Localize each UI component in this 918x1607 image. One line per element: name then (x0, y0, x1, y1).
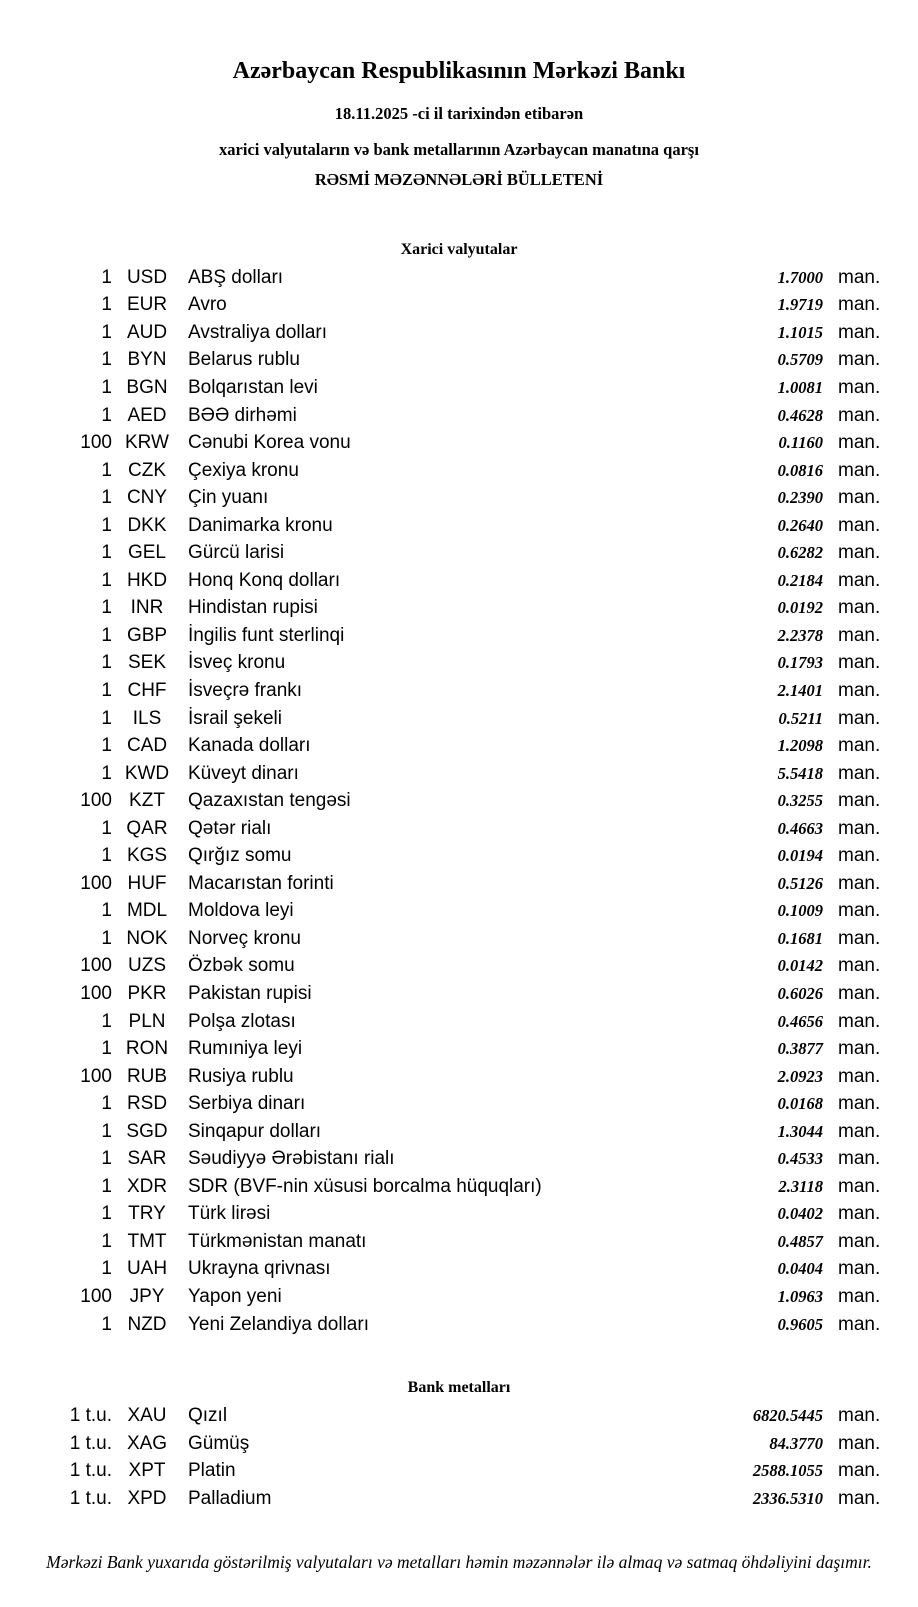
currency-code: XAG (126, 1432, 168, 1454)
unit-label: man. (838, 1148, 881, 1170)
currency-row (0, 953, 918, 981)
currency-row (0, 595, 918, 623)
metals-section-heading: Bank metalları (407, 1379, 511, 1397)
quantity-cell: 1 (101, 1313, 112, 1335)
rate-value: 0.0168 (777, 1094, 823, 1114)
rate-value: 0.5211 (778, 708, 823, 728)
currency-name: Gümüş (188, 1432, 250, 1454)
currency-code: HUF (127, 872, 167, 894)
currency-row (0, 402, 918, 430)
currency-code: XPD (127, 1487, 167, 1509)
rate-value: 0.9605 (777, 1314, 823, 1334)
rate-value: 1.7000 (777, 267, 823, 287)
quantity-cell: 1 (101, 597, 112, 619)
quantity-cell: 1 (101, 1230, 112, 1252)
currency-name: Avstraliya dolları (188, 321, 328, 343)
currency-name: Norveç kronu (188, 927, 301, 949)
rate-value: 0.2390 (777, 488, 823, 508)
rate-value: 0.5709 (777, 350, 823, 370)
quantity-cell: 1 (101, 1258, 112, 1280)
rate-value: 0.1009 (777, 901, 823, 921)
currency-row (0, 292, 918, 320)
rate-value: 2588.1055 (752, 1461, 823, 1481)
currency-name: Honq Konq dolları (188, 569, 341, 591)
rate-value: 0.3255 (777, 791, 823, 811)
rate-value: 0.1160 (778, 433, 823, 453)
rate-value: 1.0081 (777, 377, 823, 397)
unit-label: man. (838, 1460, 881, 1482)
currency-code: UAH (126, 1258, 168, 1280)
currency-row (0, 760, 918, 788)
rate-value: 0.0192 (777, 598, 823, 618)
currency-row (0, 815, 918, 843)
currency-name: Yeni Zelandiya dolları (188, 1313, 369, 1335)
currency-row (0, 457, 918, 485)
currency-code: AUD (126, 321, 168, 343)
currency-row (0, 1311, 918, 1339)
currency-code: QAR (126, 817, 168, 839)
quantity-cell: 1 (101, 817, 112, 839)
currency-name: Danimarka kronu (188, 514, 333, 536)
rate-value: 0.4663 (777, 818, 823, 838)
currency-name: İsrail şekeli (188, 707, 282, 729)
currency-code: TRY (128, 1203, 166, 1225)
currency-name: Qətər rialı (188, 817, 272, 839)
currency-name: Sinqapur dolları (188, 1120, 322, 1142)
unit-label: man. (838, 376, 881, 398)
rate-value: 0.3877 (777, 1039, 823, 1059)
currency-row (0, 622, 918, 650)
unit-label: man. (838, 872, 881, 894)
quantity-cell: 1 (101, 1038, 112, 1060)
currencies-section-heading: Xarici valyutalar (400, 241, 518, 258)
quantity-cell: 1 (101, 376, 112, 398)
currency-row (0, 898, 918, 926)
currency-name: Çexiya kronu (188, 459, 299, 481)
unit-label: man. (838, 266, 881, 288)
currency-code: USD (126, 266, 168, 288)
quantity-cell: 1 (101, 294, 112, 316)
rate-value: 2.1401 (777, 680, 823, 700)
currency-row (0, 925, 918, 953)
currency-code: UZS (128, 955, 166, 977)
quantity-cell: 1 (101, 707, 112, 729)
currency-name: Ukrayna qrivnası (188, 1258, 331, 1280)
currency-name: Rusiya rublu (188, 1065, 294, 1087)
rate-value: 0.5126 (777, 873, 823, 893)
unit-label: man. (838, 1286, 881, 1307)
unit-label: man. (838, 1487, 881, 1509)
currency-code: NOK (126, 927, 168, 949)
currency-code: EUR (126, 294, 168, 316)
quantity-cell: 1 (101, 542, 112, 564)
currency-name: Çin yuanı (188, 487, 269, 509)
rate-value: 0.0402 (777, 1204, 823, 1224)
unit-label: man. (838, 735, 881, 757)
quantity-cell: 1 (101, 459, 112, 481)
currency-name: İsveçrə frankı (188, 679, 303, 701)
rate-value: 0.4628 (777, 405, 823, 425)
currency-name: Palladium (188, 1487, 272, 1509)
unit-label: man. (838, 1038, 881, 1060)
currency-code: TMT (127, 1230, 167, 1252)
rate-value: 0.0816 (777, 460, 823, 480)
rate-value: 0.1681 (777, 928, 823, 948)
currency-row (0, 374, 918, 402)
quantity-cell: 1 (101, 845, 112, 867)
bulletin-title: RƏSMİ MƏZƏNNƏLƏRİ BÜLLETENİ (314, 170, 604, 189)
rate-value: 1.1015 (777, 322, 823, 342)
currency-name: Platin (188, 1460, 236, 1482)
currency-code: XDR (126, 1175, 168, 1197)
metal-row (0, 1402, 918, 1430)
rate-value: 2.0923 (777, 1066, 823, 1086)
currency-name: ABŞ dolları (188, 266, 284, 288)
rate-value: 1.3044 (777, 1121, 823, 1141)
quantity-cell: 1 (101, 1010, 112, 1032)
unit-label: man. (838, 432, 881, 454)
currency-code: XAU (127, 1405, 167, 1427)
unit-label: man. (838, 514, 881, 536)
rate-value: 1.9719 (777, 295, 823, 315)
currencies-table (0, 264, 918, 1338)
unit-label: man. (838, 1313, 881, 1335)
currency-code: SAR (127, 1148, 167, 1170)
unit-label: man. (838, 569, 881, 591)
currency-code: INR (130, 597, 164, 619)
unit-label: man. (838, 1065, 881, 1087)
currency-code: PLN (128, 1010, 166, 1032)
currency-name: Özbək somu (188, 955, 295, 977)
quantity-cell: 1 (101, 624, 112, 646)
unit-label: man. (838, 1230, 881, 1252)
quantity-cell: 1 (101, 1148, 112, 1170)
unit-label: man. (838, 1405, 881, 1427)
quantity-cell: 1 (101, 927, 112, 949)
currency-code: HKD (126, 569, 168, 591)
currency-row (0, 1256, 918, 1284)
unit-label: man. (838, 1120, 881, 1142)
currency-code: SGD (126, 1120, 168, 1142)
currency-row (0, 567, 918, 595)
currency-row (0, 347, 918, 375)
currency-code: SEK (127, 652, 167, 674)
currency-name: Qızıl (188, 1405, 228, 1427)
currency-name: Küveyt dinarı (188, 762, 299, 784)
currency-code: DKK (127, 514, 167, 536)
currency-row (0, 732, 918, 760)
currency-code: NZD (127, 1313, 167, 1335)
currency-code: GBP (126, 624, 168, 646)
quantity-cell: 1 (101, 762, 112, 784)
currency-name: İngilis funt sterlinqi (188, 624, 345, 646)
currency-row (0, 1283, 918, 1311)
unit-label: man. (838, 762, 881, 784)
unit-label: man. (838, 927, 881, 949)
unit-label: man. (838, 597, 881, 619)
rate-value: 2.2378 (777, 625, 823, 645)
currency-code: ILS (132, 707, 162, 729)
metal-row (0, 1457, 918, 1485)
currency-code: KGS (126, 845, 168, 867)
currency-code: RSD (126, 1093, 168, 1115)
rate-value: 1.2098 (777, 736, 823, 756)
quantity-cell: 100 (80, 982, 112, 1004)
currency-code: CHF (127, 679, 167, 701)
unit-label: man. (838, 790, 881, 812)
quantity-cell: 100 (80, 872, 112, 894)
currency-row (0, 319, 918, 347)
currency-row (0, 705, 918, 733)
currency-name: İsveç kronu (188, 652, 286, 674)
currency-name: Belarus rublu (188, 349, 300, 371)
metals-table (0, 1402, 918, 1512)
currency-name: Qırğız somu (188, 845, 292, 867)
rate-value: 0.1793 (777, 653, 823, 673)
rate-value: 0.0194 (777, 846, 823, 866)
unit-label: man. (838, 542, 881, 564)
rate-value: 0.2640 (777, 515, 823, 535)
unit-label: man. (838, 294, 881, 316)
currency-code: CNY (126, 487, 168, 509)
quantity-cell: 1 (101, 1093, 112, 1115)
currency-row (0, 1173, 918, 1201)
quantity-cell: 1 t.u. (69, 1432, 112, 1454)
currency-name: Pakistan rupisi (188, 982, 312, 1004)
currency-code: CAD (126, 735, 168, 757)
metal-row (0, 1485, 918, 1513)
quantity-cell: 1 (101, 321, 112, 343)
currency-name: Qazaxıstan tengəsi (188, 790, 351, 812)
quantity-cell: 1 (101, 487, 112, 509)
quantity-cell: 1 (101, 679, 112, 701)
currency-name: Polşa zlotası (188, 1010, 296, 1032)
currency-code: PKR (127, 982, 167, 1004)
currency-row (0, 1201, 918, 1229)
rate-value: 2336.5310 (752, 1488, 823, 1508)
unit-label: man. (838, 404, 881, 426)
unit-label: man. (838, 900, 881, 922)
unit-label: man. (838, 1258, 881, 1280)
quantity-cell: 100 (80, 1065, 112, 1087)
currency-name: Avro (188, 294, 227, 316)
quantity-cell: 100 (80, 955, 112, 977)
currency-name: Yapon yeni (188, 1286, 282, 1307)
currency-name: Hindistan rupisi (188, 597, 318, 619)
quantity-cell: 1 (101, 349, 112, 371)
currency-row (0, 980, 918, 1008)
currency-name: Səudiyyə Ərəbistanı rialı (188, 1148, 395, 1170)
currency-name: Bolqarıstan levi (188, 376, 318, 398)
currency-name: SDR (BVF-nin xüsusi borcalma hüquqları) (188, 1175, 542, 1197)
quantity-cell: 1 (101, 1175, 112, 1197)
unit-label: man. (838, 679, 881, 701)
currency-code: KWD (124, 762, 170, 784)
currency-name: Rumıniya leyi (188, 1038, 303, 1060)
quantity-cell: 1 t.u. (69, 1405, 112, 1427)
currency-name: Gürcü larisi (188, 542, 285, 564)
currency-name: Moldova leyi (188, 900, 294, 922)
currency-row (0, 539, 918, 567)
currency-code: RON (125, 1038, 169, 1060)
quantity-cell: 1 (101, 900, 112, 922)
unit-label: man. (838, 487, 881, 509)
currency-code: JPY (129, 1286, 165, 1307)
currency-name: Macarıstan forinti (188, 872, 334, 894)
quantity-cell: 1 (101, 569, 112, 591)
unit-label: man. (838, 1010, 881, 1032)
unit-label: man. (838, 707, 881, 729)
unit-label: man. (838, 1432, 881, 1454)
rate-value: 2.3118 (778, 1176, 823, 1196)
unit-label: man. (838, 1203, 881, 1225)
currency-name: Cənubi Korea vonu (188, 432, 351, 454)
bulletin-header (0, 0, 918, 190)
disclaimer-text: Mərkəzi Bank yuxarıda göstərilmiş valyutaları və metalları həmin məzənnələr ilə almaq və satmaq öhdəliyini daşımır. (46, 1551, 872, 1572)
currency-row (0, 1035, 918, 1063)
currency-code: RUB (126, 1065, 168, 1087)
currency-row (0, 1228, 918, 1256)
unit-label: man. (838, 624, 881, 646)
unit-label: man. (838, 982, 881, 1004)
currency-row (0, 677, 918, 705)
currency-row (0, 870, 918, 898)
unit-label: man. (838, 1093, 881, 1115)
currency-code: AED (127, 404, 167, 426)
currency-name: Serbiya dinarı (188, 1093, 306, 1115)
currency-code: BGN (126, 376, 168, 398)
unit-label: man. (838, 955, 881, 977)
currency-code: KZT (129, 790, 165, 812)
currency-row (0, 1008, 918, 1036)
quantity-cell: 1 (101, 1203, 112, 1225)
rate-value: 0.4656 (777, 1011, 823, 1031)
currency-row (0, 484, 918, 512)
unit-label: man. (838, 459, 881, 481)
metal-row (0, 1430, 918, 1458)
effective-date: 18.11.2025 -ci il tarixindən etibarən (334, 104, 584, 123)
unit-label: man. (838, 349, 881, 371)
currency-row (0, 264, 918, 292)
rate-value: 0.4857 (777, 1231, 823, 1251)
unit-label: man. (838, 845, 881, 867)
currency-row (0, 429, 918, 457)
unit-label: man. (838, 1175, 881, 1197)
currency-name: Kanada dolları (188, 735, 311, 757)
currency-row (0, 1146, 918, 1174)
quantity-cell: 1 (101, 266, 112, 288)
currency-name: BƏƏ dirhəmi (188, 404, 297, 426)
rate-value: 0.6282 (777, 543, 823, 563)
quantity-cell: 1 (101, 1120, 112, 1142)
quantity-cell: 1 (101, 652, 112, 674)
currency-row (0, 512, 918, 540)
currency-code: CZK (128, 459, 166, 481)
rate-value: 84.3770 (769, 1433, 823, 1453)
rate-value: 0.4533 (777, 1149, 823, 1169)
unit-label: man. (838, 321, 881, 343)
currency-code: KRW (125, 432, 169, 454)
currency-code: BYN (127, 349, 167, 371)
rate-value: 0.2184 (777, 570, 823, 590)
currency-code: MDL (126, 900, 168, 922)
currency-row (0, 1090, 918, 1118)
rate-value: 0.6026 (777, 983, 823, 1003)
bulletin-subtitle: xarici valyutaların və bank metallarının Azərbaycan manatına qarşı (219, 140, 699, 159)
bank-title: Azərbaycan Respublikasının Mərkəzi Bankı (232, 58, 686, 84)
currency-row (0, 1118, 918, 1146)
currency-row (0, 787, 918, 815)
quantity-cell: 100 (80, 1286, 112, 1307)
rate-value: 5.5418 (777, 763, 823, 783)
rate-value: 1.0963 (777, 1287, 823, 1306)
currency-name: Türk lirəsi (188, 1203, 271, 1225)
quantity-cell: 1 t.u. (69, 1487, 112, 1509)
quantity-cell: 1 (101, 404, 112, 426)
currency-code: XPT (128, 1460, 166, 1482)
quantity-cell: 100 (80, 432, 112, 454)
currency-code: GEL (127, 542, 167, 564)
rate-value: 0.0142 (777, 956, 823, 976)
quantity-cell: 1 (101, 735, 112, 757)
quantity-cell: 1 (101, 514, 112, 536)
unit-label: man. (838, 817, 881, 839)
quantity-cell: 1 t.u. (69, 1460, 112, 1482)
currency-row (0, 650, 918, 678)
rate-value: 6820.5445 (752, 1406, 823, 1426)
unit-label: man. (838, 652, 881, 674)
quantity-cell: 100 (80, 790, 112, 812)
currency-row (0, 842, 918, 870)
currency-name: Türkmənistan manatı (188, 1230, 367, 1252)
rate-value: 0.0404 (777, 1259, 823, 1279)
currency-row (0, 1063, 918, 1091)
